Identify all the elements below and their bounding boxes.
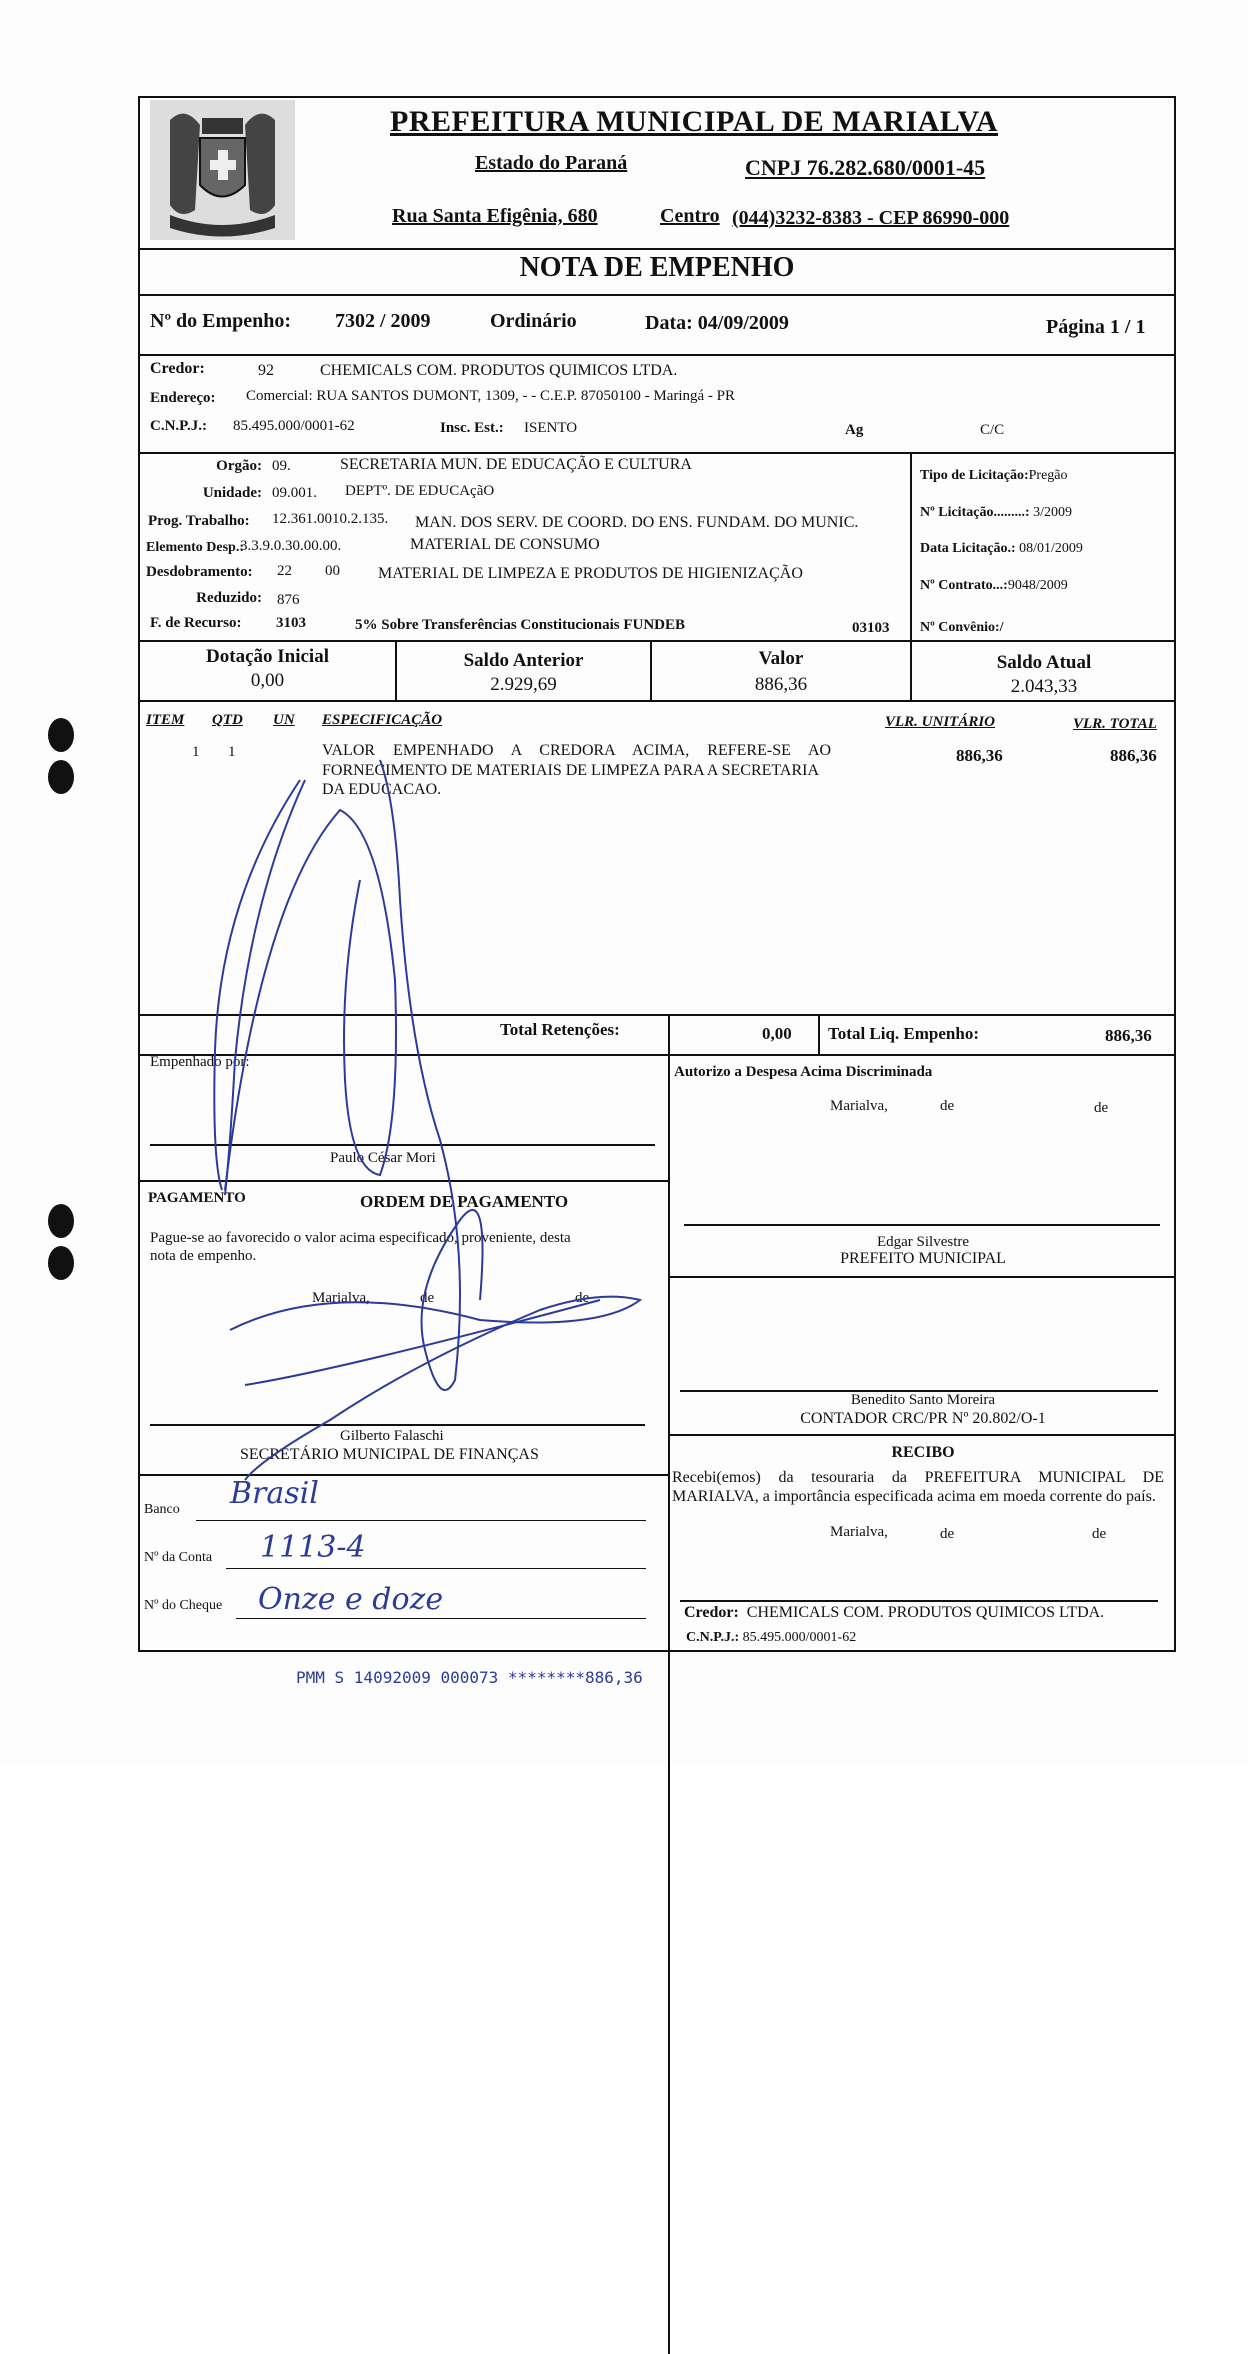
ag-label: Ag — [845, 422, 864, 438]
endereco: Comercial: RUA SANTOS DUMONT, 1309, - - C.E.P. 87050100 - Maringá - PR — [246, 388, 736, 404]
saldo-atual-label: Saldo Atual — [996, 652, 1092, 673]
unidade-code: 09.001. — [272, 485, 317, 501]
right-de2: de — [1094, 1100, 1109, 1116]
recibo-de2: de — [1092, 1526, 1107, 1542]
contrato: 9048/2009 — [1007, 578, 1068, 593]
recibo-text: Recebi(emos) da tesouraria da PREFEITURA MUNICIPAL DE MARIALVA, a importância especificada acima em moeda corrente do país. — [672, 1469, 1164, 1505]
desd: MATERIAL DE LIMPEZA E PRODUTOS DE HIGIENIZAÇÃO — [378, 565, 803, 582]
credor-cnpj-label: C.N.P.J.: — [150, 418, 207, 434]
credor-cnpj: 85.495.000/0001-62 — [233, 418, 355, 434]
payment-stamp: PMM S 14092009 000073 ********886,36 — [296, 1668, 643, 1687]
unidade-label: Unidade: — [202, 485, 262, 501]
prog-label: Prog. Trabalho: — [148, 513, 250, 529]
item-number: 1 — [192, 744, 200, 760]
col-header-qtd: QTD — [212, 712, 243, 728]
item-unit-value: 886,36 — [956, 746, 1003, 765]
dotacao-inicial-label: Dotação Inicial — [206, 646, 329, 667]
item-qtd: 1 — [228, 744, 236, 760]
orgao-code: 09. — [272, 458, 291, 474]
empenhado-por-label: Empenhado por: — [150, 1054, 250, 1070]
item-total-value: 886,36 — [1110, 746, 1157, 765]
pague-text-line1: Pague-se ao favorecido o valor acima especificado, proveniente, desta — [150, 1230, 571, 1246]
header-address: Rua Santa Efigênia, 680 — [392, 205, 598, 227]
prefeito-title: PREFEITO MUNICIPAL — [840, 1250, 1006, 1267]
endereco-label: Endereço: — [150, 390, 216, 406]
tipo-licitacao-label-text: Tipo de Licitação: — [920, 468, 1029, 483]
retencoes-label: Total Retenções: — [500, 1020, 620, 1039]
prog-code: 12.361.0010.2.135. — [272, 511, 389, 527]
header-state: Estado do Paraná — [475, 152, 628, 174]
page-number: Página 1 / 1 — [1046, 316, 1146, 338]
empenhado-por-name: Paulo César Mori — [330, 1150, 436, 1166]
retencoes-value: 0,00 — [762, 1024, 792, 1043]
empenho-number-label: Nº do Empenho: — [150, 310, 292, 332]
document-title: NOTA DE EMPENHO — [519, 252, 795, 283]
data-licitacao: 08/01/2009 — [1019, 541, 1083, 556]
reduzido-code: 876 — [277, 592, 300, 608]
col-header-item: ITEM — [146, 712, 185, 728]
conta-label: Nº da Conta — [144, 1550, 213, 1565]
recibo-credor: CHEMICALS COM. PRODUTOS QUIMICOS LTDA. — [746, 1604, 1105, 1621]
saldo-atual: 2.043,33 — [1010, 676, 1078, 697]
recibo-credor-label: Credor: — [684, 1604, 739, 1621]
insc-value: ISENTO — [524, 420, 578, 436]
recibo-de: de — [940, 1526, 955, 1542]
handwritten-conta: 1113-4 — [260, 1530, 366, 1565]
elem: MATERIAL DE CONSUMO — [410, 536, 600, 553]
handwritten-cheque: Onze e doze — [258, 1582, 444, 1617]
num-licitacao-label: Nº Licitação.........: — [920, 505, 1030, 520]
orgao-label: Orgão: — [216, 458, 262, 474]
col-header-total: VLR. TOTAL — [1073, 716, 1157, 732]
pagamento-label: PAGAMENTO — [148, 1190, 246, 1206]
col-header-un: UN — [273, 712, 295, 728]
pague-text-line2: nota de empenho. — [150, 1248, 257, 1264]
recurso-num: 03103 — [852, 620, 890, 636]
contador-name: Benedito Santo Moreira — [850, 1392, 996, 1408]
col-header-espec: ESPECIFICAÇÃO — [322, 712, 443, 728]
convenio-label: Nº Convênio:/ — [920, 620, 1004, 635]
data-licitacao-label: Data Licitação.: — [920, 541, 1016, 556]
credor-label: Credor: — [150, 360, 205, 377]
contador-title: CONTADOR CRC/PR Nº 20.802/O-1 — [800, 1410, 1046, 1427]
item-desc-line1: VALOR EMPENHADO A CREDORA ACIMA, REFERE-SE AO — [322, 742, 832, 759]
prog: MAN. DOS SERV. DE COORD. DO ENS. FUNDAM. DO MUNIC. — [415, 514, 859, 531]
desd-label: Desdobramento: — [146, 564, 253, 580]
handwritten-banco: Brasil — [230, 1476, 319, 1511]
empenho-number: 7302 / 2009 — [335, 310, 431, 332]
credor-name: CHEMICALS COM. PRODUTOS QUIMICOS LTDA. — [320, 362, 678, 379]
orgao: SECRETARIA MUN. DE EDUCAÇÃO E CULTURA — [340, 456, 692, 473]
credor-code: 92 — [258, 362, 274, 379]
recibo-title: RECIBO — [891, 1444, 955, 1461]
reduzido-label: Reduzido: — [196, 590, 262, 606]
ordem-pagamento-label: ORDEM DE PAGAMENTO — [360, 1192, 569, 1211]
insc-label: Insc. Est.: — [440, 420, 504, 436]
header-cnpj: CNPJ 76.282.680/0001-45 — [745, 155, 986, 180]
header-phone-cep: (044)3232-8383 - CEP 86990-000 — [732, 207, 1010, 229]
elem-code: 3.3.9.0.30.00.00. — [240, 538, 342, 554]
left-de: de — [420, 1290, 435, 1306]
secretario-title: SECRETÁRIO MUNICIPAL DE FINANÇAS — [240, 1446, 539, 1463]
recurso-label: F. de Recurso: — [150, 615, 242, 631]
tipo-licitacao: Pregão — [1028, 468, 1068, 483]
liq-value: 886,36 — [1105, 1026, 1152, 1045]
empenho-type: Ordinário — [490, 310, 577, 332]
banco-label: Banco — [144, 1502, 180, 1517]
recurso: 5% Sobre Transferências Constitucionais FUNDEB — [355, 617, 686, 633]
right-de: de — [940, 1098, 955, 1114]
prefeito-name: Edgar Silvestre — [876, 1234, 970, 1250]
item-desc-line2: FORNECIMENTO DE MATERIAIS DE LIMPEZA PARA A SECRETARIA — [322, 762, 819, 779]
recurso-code: 3103 — [276, 615, 306, 631]
left-de2: de — [575, 1290, 590, 1306]
left-marialva: Marialva, — [312, 1290, 370, 1306]
recibo-cnpj-label: C.N.P.J.: — [686, 1630, 740, 1645]
valor-label: Valor — [758, 648, 804, 669]
dotacao-inicial: 0,00 — [250, 670, 285, 691]
saldo-anterior-label: Saldo Anterior — [463, 650, 584, 671]
right-marialva: Marialva, — [830, 1098, 888, 1114]
recibo-cnpj: 85.495.000/0001-62 — [742, 1630, 857, 1645]
autorizo-label: Autorizo a Despesa Acima Discriminada — [674, 1064, 933, 1080]
empenho-date: Data: 04/09/2009 — [645, 312, 789, 334]
item-desc-line3: DA EDUCACAO. — [322, 781, 442, 798]
header-title: PREFEITURA MUNICIPAL DE MARIALVA — [390, 105, 999, 138]
header-district: Centro — [660, 205, 720, 227]
desd-code: 22 — [277, 563, 292, 579]
liq-label: Total Liq. Empenho: — [828, 1024, 979, 1043]
contrato-label: Nº Contrato...: — [920, 578, 1008, 593]
desd-sub: 00 — [325, 563, 340, 579]
col-header-unit: VLR. UNITÁRIO — [885, 714, 996, 730]
secretario-name: Gilberto Falaschi — [340, 1428, 444, 1444]
saldo-anterior: 2.929,69 — [490, 674, 557, 695]
num-licitacao: 3/2009 — [1033, 505, 1072, 520]
cc-label: C/C — [980, 422, 1005, 438]
unidade: DEPTº. DE EDUCAçãO — [345, 483, 495, 499]
cheque-label: Nº do Cheque — [144, 1598, 223, 1613]
valor: 886,36 — [754, 674, 808, 695]
recibo-marialva: Marialva, — [830, 1524, 888, 1540]
elem-label: Elemento Desp.: — [146, 540, 244, 555]
